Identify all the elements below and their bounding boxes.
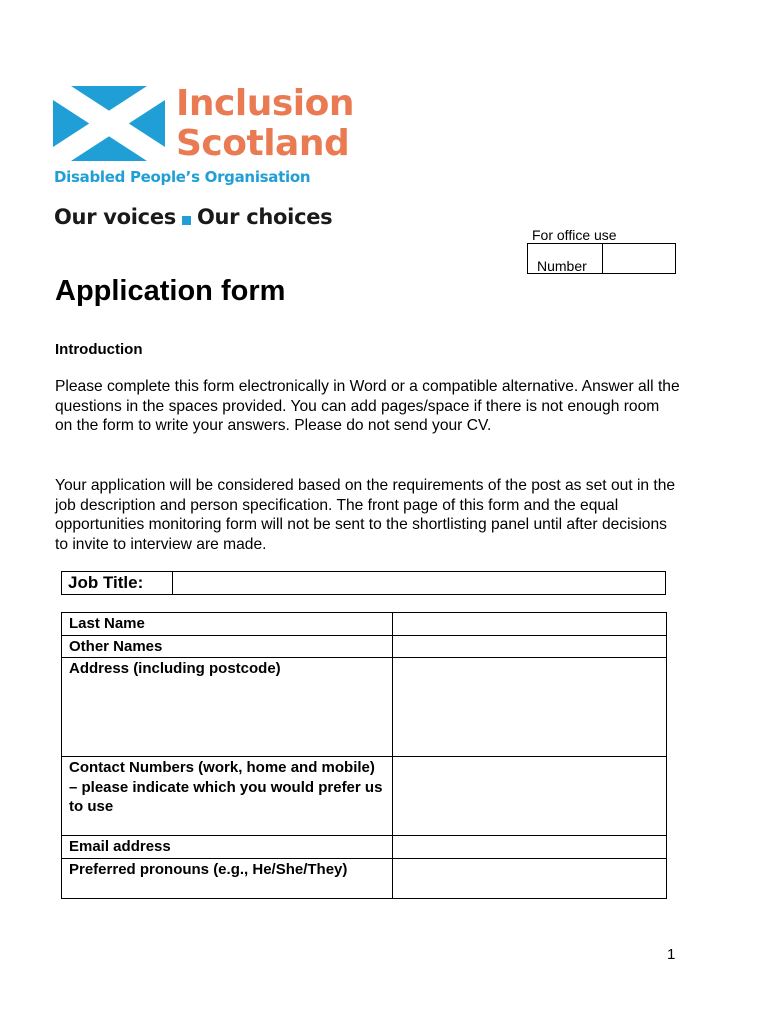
table-row [62, 635, 667, 658]
last-name-field[interactable] [393, 613, 667, 636]
job-title-label: Job Title: [62, 572, 173, 594]
last-name-label: Last Name [62, 613, 393, 636]
office-use-label: For office use [532, 227, 617, 243]
table-row [62, 836, 667, 859]
page-number: 1 [667, 946, 676, 963]
email-label: Email address [62, 836, 393, 859]
address-field[interactable] [393, 658, 667, 757]
contact-numbers-field[interactable] [393, 757, 667, 836]
applicant-details-table [61, 612, 667, 899]
office-number-field[interactable] [603, 244, 675, 273]
saltire-flag-icon [53, 86, 165, 161]
pronouns-label: Preferred pronouns (e.g., He/She/They) [62, 858, 393, 898]
address-label: Address (including postcode) [62, 658, 393, 757]
table-row [62, 757, 667, 836]
table-row [62, 858, 667, 898]
logo-name [176, 84, 354, 164]
logo-name-line1: Inclusion [176, 83, 354, 124]
introduction-heading: Introduction [55, 341, 143, 358]
email-field[interactable] [393, 836, 667, 859]
slogan-part1: Our voices [54, 205, 176, 229]
introduction-paragraph-2: Your application will be considered based on the requirements of the post as set out in the job description and person specification. The front page of this form and the equal opportunities monitoring form will not be sent to the shortlisting panel until after decisions to invite to interview are made. [55, 477, 676, 553]
page-title: Application form [55, 275, 286, 307]
job-title-field[interactable] [173, 572, 665, 594]
introduction-paragraph-1: Please complete this form electronically in Word or a compatible alternative. Answer all the questions in the spaces provided. You can add pages/space if there is not enough room on the form to write your answers. Please do not send your CV. [55, 378, 680, 434]
square-bullet-icon [182, 216, 191, 225]
contact-numbers-label: Contact Numbers (work, home and mobile) – please indicate which you would prefer us to use [62, 757, 393, 836]
slogan-part2: Our choices [196, 205, 333, 229]
pronouns-field[interactable] [393, 858, 667, 898]
table-row [62, 613, 667, 636]
other-names-label: Other Names [62, 635, 393, 658]
job-title-row [61, 571, 666, 595]
logo-name-line2: Scotland [176, 123, 350, 164]
table-row [62, 658, 667, 757]
logo-subtitle: Disabled People’s Organisation [54, 168, 311, 186]
other-names-field[interactable] [393, 635, 667, 658]
logo-slogan [54, 205, 332, 229]
office-number-label: Number [528, 244, 603, 273]
office-use-box [527, 243, 676, 274]
